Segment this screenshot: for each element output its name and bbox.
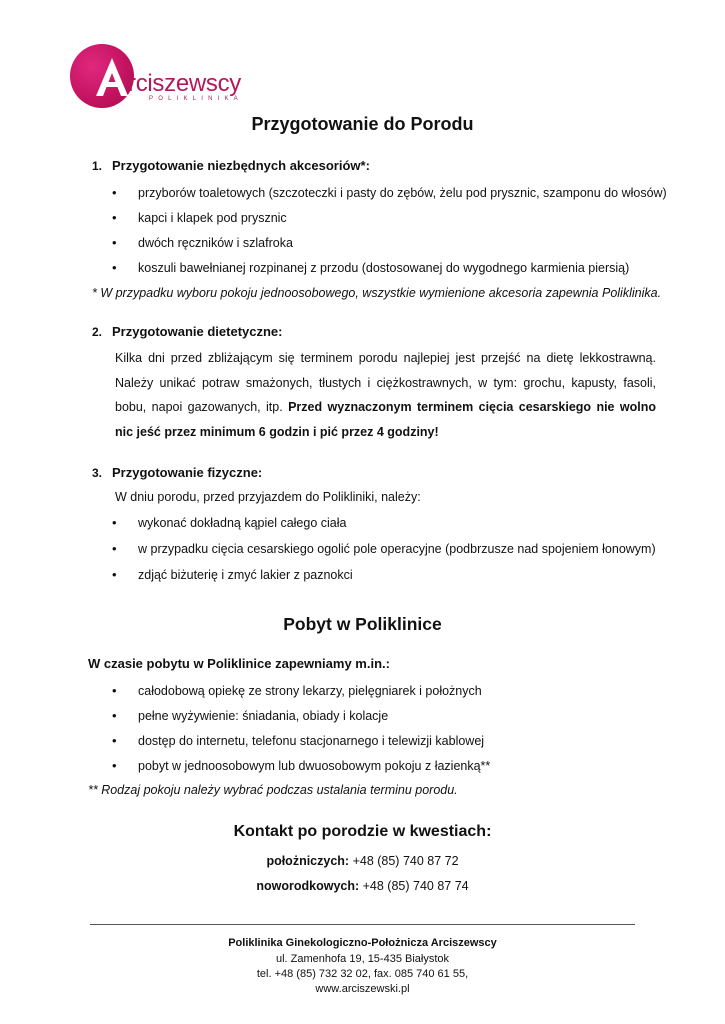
contact-phone: +48 (85) 740 87 74 — [359, 879, 469, 893]
bullet-icon: • — [112, 185, 117, 200]
stay-title: Pobyt w Poliklinice — [283, 614, 442, 634]
contact-line — [0, 854, 725, 868]
section2-warning: Przed wyznaczonym terminem cięcia cesarskiego nie wolno nic jeść przez minimum 6 godzin i pić przez 4 godziny! — [115, 400, 656, 439]
stay-heading: W czasie pobytu w Poliklinice zapewniamy m.in.: — [88, 656, 390, 671]
section2-text: Kilka dni przed zbliżającym się terminem porodu najlepiej jest przejść na dietę lekkostrawną. Należy unikać potraw smażonych, tłustych i ciężkostrawnych, w tym: grochu, kapusty, fasoli, bobu, napoi gazowanych, itp. — [115, 351, 656, 414]
bullet-icon: • — [112, 210, 117, 225]
bullet-icon: • — [112, 683, 117, 698]
section3-heading: Przygotowanie fizyczne: — [112, 465, 263, 480]
contact-title: Kontakt po porodzie w kwestiach: — [233, 823, 492, 840]
footer-divider — [90, 924, 635, 925]
footer-phone: tel. +48 (85) 732 32 02, fax. 085 740 61 55, — [256, 968, 469, 980]
logo-subtitle: POLIKLINIKA — [149, 96, 243, 102]
page-title: Przygotowanie do Porodu — [251, 114, 474, 134]
list-item: całodobową opiekę ze strony lekarzy, pielęgniarek i położnych — [138, 684, 482, 698]
contact-phone: +48 (85) 740 87 72 — [349, 854, 459, 868]
section1-number: 1. — [92, 159, 103, 173]
section3-intro: W dniu porodu, przed przyjazdem do Polikliniki, należy: — [115, 490, 421, 504]
bullet-icon: • — [112, 541, 117, 556]
bullet-icon: • — [112, 733, 117, 748]
list-item: koszuli bawełnianej rozpinanej z przodu (dostosowanej do wygodnego karmienia piersią) — [138, 261, 630, 275]
section2-paragraph — [115, 346, 656, 444]
bullet-icon: • — [112, 708, 117, 723]
section2-heading: Przygotowanie dietetyczne: — [112, 324, 283, 339]
list-item: kapci i klapek pod prysznic — [138, 211, 287, 225]
footer-website: www.arciszewski.pl — [315, 983, 410, 995]
list-item: dostęp do internetu, telefonu stacjonarnego i telewizji kablowej — [138, 734, 485, 748]
list-item: dwóch ręczników i szlafroka — [138, 236, 293, 250]
section1-note: * W przypadku wyboru pokoju jednoosobowego, wszystkie wymienione akcesoria zapewnia Poliklinika. — [92, 286, 662, 300]
footer-name: Poliklinika Ginekologiczno-Położnicza Arciszewscy — [228, 937, 497, 949]
logo-wordmark: rciszewscy — [128, 70, 242, 97]
bullet-icon: • — [112, 567, 117, 582]
section3-number: 3. — [92, 466, 103, 480]
section2-number: 2. — [92, 325, 103, 339]
list-item: w przypadku cięcia cesarskiego ogolić pole operacyjne (podbrzusze nad spojeniem łonowym) — [138, 542, 656, 556]
footer-address: ul. Zamenhofa 19, 15-435 Białystok — [275, 953, 450, 965]
contact-label: noworodkowych: — [256, 879, 360, 893]
bullet-icon: • — [112, 235, 117, 250]
bullet-icon: • — [112, 515, 117, 530]
logo — [70, 44, 243, 110]
list-item: zdjąć biżuterię i zmyć lakier z paznokci — [138, 568, 353, 582]
stay-note: ** Rodzaj pokoju należy wybrać podczas ustalania terminu porodu. — [88, 783, 458, 797]
contact-line — [0, 879, 725, 893]
section1-heading: Przygotowanie niezbędnych akcesoriów*: — [112, 158, 370, 173]
contact-label: położniczych: — [266, 854, 350, 868]
list-item: pobyt w jednoosobowym lub dwuosobowym pokoju z łazienką** — [138, 759, 491, 773]
list-item: pełne wyżywienie: śniadania, obiady i kolacje — [138, 709, 389, 723]
bullet-icon: • — [112, 758, 117, 773]
list-item: przyborów toaletowych (szczoteczki i pasty do zębów, żelu pod prysznic, szamponu do włosów) — [138, 186, 667, 200]
list-item: wykonać dokładną kąpiel całego ciała — [138, 516, 347, 530]
logo-a-icon — [92, 52, 132, 100]
bullet-icon: • — [112, 260, 117, 275]
